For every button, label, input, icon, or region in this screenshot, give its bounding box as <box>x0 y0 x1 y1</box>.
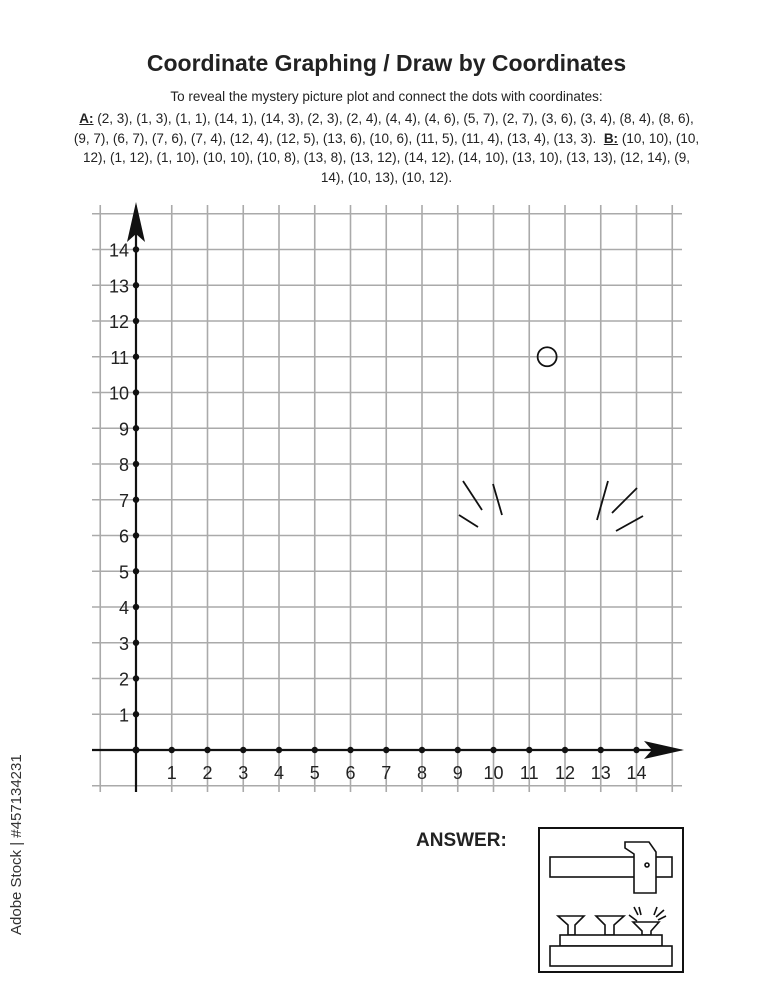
y-tick-label: 3 <box>118 633 129 654</box>
x-tick-dot <box>490 747 496 753</box>
x-tick-dot <box>347 747 353 753</box>
y-tick-label: 14 <box>108 240 129 261</box>
x-tick-dot <box>240 747 246 753</box>
y-tick-label: 9 <box>118 419 129 440</box>
watermark: Adobe Stock | #457134231 <box>8 754 25 935</box>
x-tick-dot <box>169 747 175 753</box>
y-tick-label: 8 <box>118 455 129 475</box>
set-b-label: B: <box>603 130 619 146</box>
x-tick-label: 8 <box>416 763 428 783</box>
x-tick-label: 2 <box>202 763 213 783</box>
y-tick-dot <box>133 675 139 681</box>
x-tick-label: 13 <box>590 763 611 783</box>
x-tick-dot <box>383 747 389 753</box>
y-tick-label: 10 <box>108 383 129 404</box>
x-tick-dot <box>455 747 461 753</box>
x-tick-label: 14 <box>626 763 647 783</box>
x-tick-label: 3 <box>238 763 249 783</box>
answer-label: ANSWER: <box>416 830 507 851</box>
instructions: To reveal the mystery picture plot and connect the dots with coordinates: <box>170 89 603 104</box>
y-tick-label: 6 <box>118 526 129 547</box>
y-tick-dot <box>133 532 139 538</box>
y-tick-label: 1 <box>118 705 129 726</box>
spark-line <box>616 516 643 531</box>
y-tick-label: 2 <box>118 669 129 690</box>
x-tick-label: 12 <box>554 763 576 783</box>
set-a-label: A: <box>79 111 94 126</box>
x-tick-label: 5 <box>309 763 320 783</box>
y-tick-dot <box>133 425 139 431</box>
x-tick-label: 11 <box>519 763 539 783</box>
y-tick-dot <box>133 389 139 395</box>
answer-picture <box>538 827 684 973</box>
x-tick-dot <box>419 747 425 753</box>
x-tick-dot <box>312 747 318 753</box>
origin-dot <box>133 747 140 754</box>
y-tick-dot <box>133 461 139 467</box>
x-tick-dot <box>633 747 639 753</box>
set-a-points: (2, 3), (1, 3), (1, 1), (14, 1), (14, 3), (2, 3), (2, 4), (4, 4), (4, 6), (5, 7), (2, 7), (3, 6), (3, 4), (8, 4), (8, 6), (9, 7), (6, 7), (7, 6), (7, 4), (12, 4), (12, 5), (13, 6), (10, 6), (11, 5), (11, 4), (13, 4), (13, 3). <box>73 111 694 146</box>
y-tick-dot <box>133 246 139 252</box>
y-tick-dot <box>133 282 139 288</box>
x-tick-label: 4 <box>273 763 285 783</box>
x-tick-label: 6 <box>345 763 356 783</box>
y-tick-label: 11 <box>110 347 129 368</box>
x-tick-dot <box>526 747 532 753</box>
x-tick-label: 7 <box>381 763 392 783</box>
y-tick-dot <box>133 640 139 646</box>
y-tick-dot <box>133 354 139 360</box>
x-tick-label: 1 <box>166 763 177 783</box>
y-tick-label: 5 <box>118 562 129 583</box>
spark-line <box>463 481 482 510</box>
y-tick-dot <box>133 568 139 574</box>
x-tick-label: 10 <box>483 763 504 783</box>
y-tick-dot <box>133 711 139 717</box>
spark-line <box>459 515 478 527</box>
x-tick-dot <box>276 747 282 753</box>
x-tick-dot <box>562 747 568 753</box>
set-b-points: (10, 10), (10, 12), (1, 12), (1, 10), (10, 10), (10, 8), (13, 8), (13, 12), (14, 12), (14, 10), (13, 10), (13, 13), (12, 14), (9, 14), (10, 13), (10, 12). <box>82 130 700 185</box>
y-tick-dot <box>133 318 139 324</box>
page-title: Coordinate Graphing / Draw by Coordinates <box>146 50 627 76</box>
x-tick-label: 9 <box>452 763 463 783</box>
y-tick-dot <box>133 497 139 503</box>
y-tick-dot <box>133 604 139 610</box>
y-tick-label: 7 <box>118 490 129 511</box>
x-tick-dot <box>204 747 210 753</box>
y-tick-label: 4 <box>118 598 129 618</box>
y-tick-label: 12 <box>108 312 129 332</box>
y-tick-label: 13 <box>108 276 129 297</box>
x-tick-dot <box>598 747 604 753</box>
